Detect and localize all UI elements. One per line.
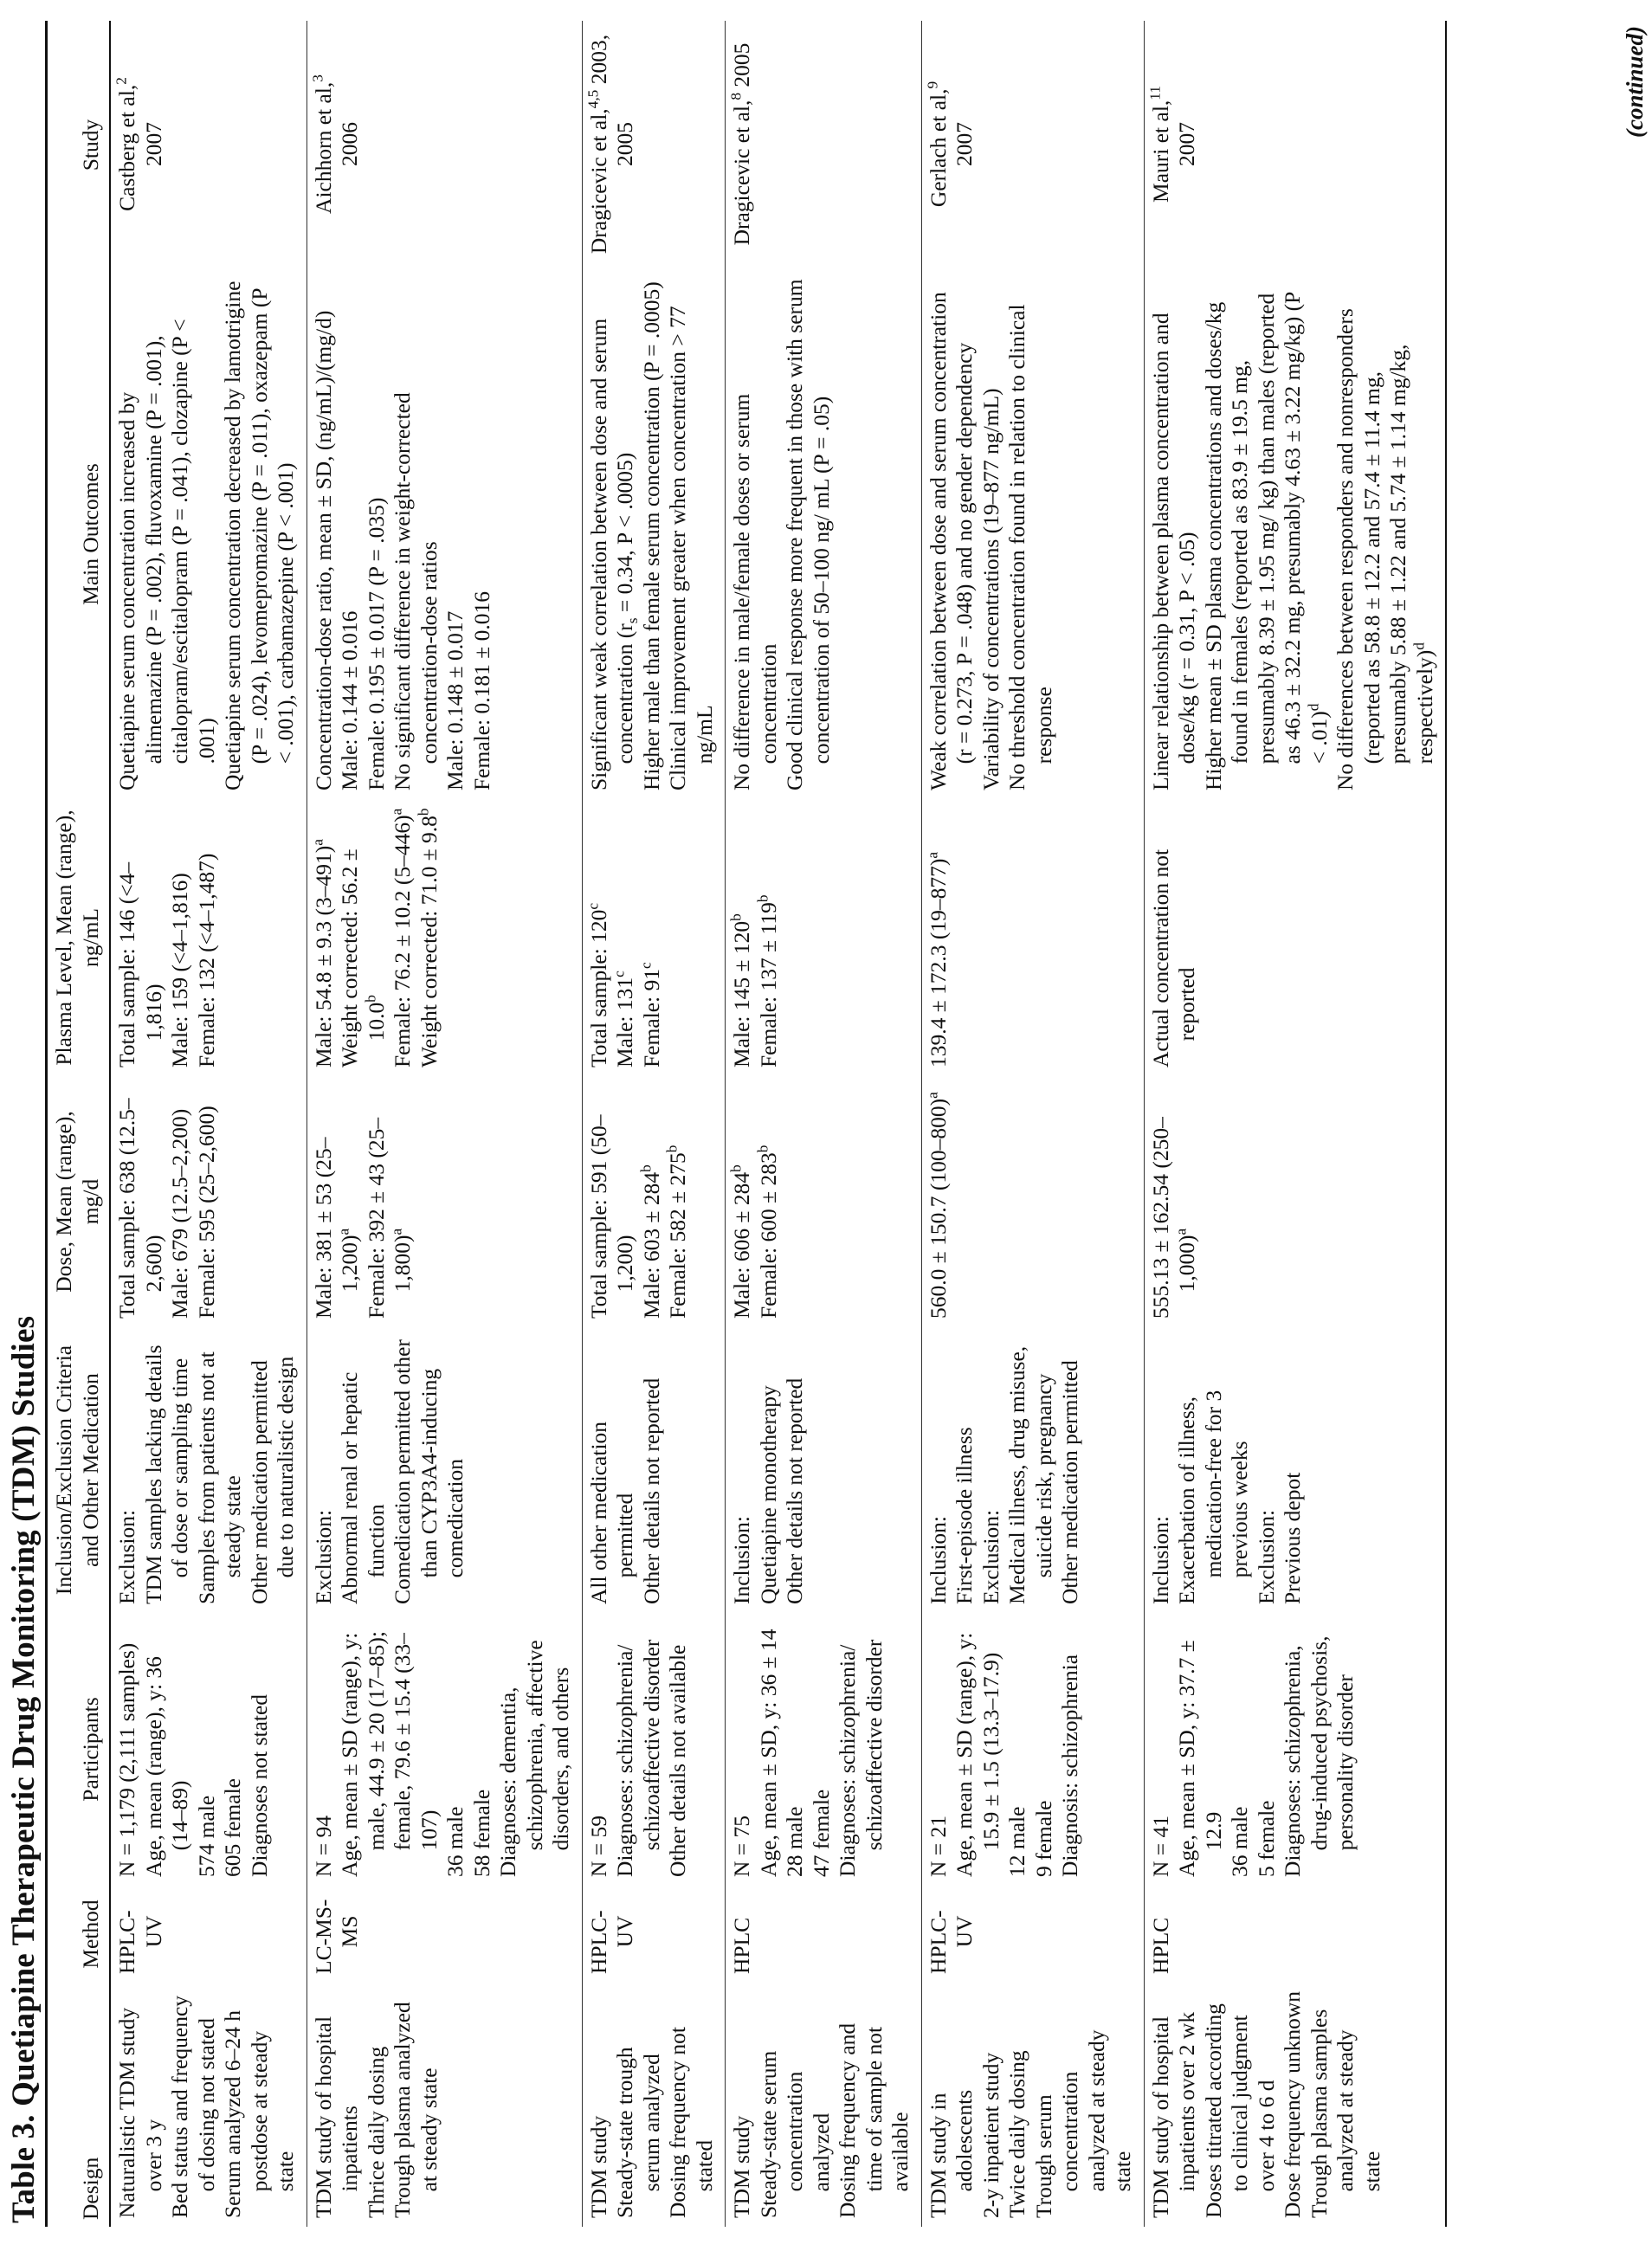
cell-criteria [921, 1327, 1144, 1613]
cell-line: Exclusion: [310, 1509, 336, 1604]
cell-line: Other details not reported [638, 1377, 664, 1604]
cell-line: Steady-state serum concentration analyzed [755, 2050, 834, 2218]
cell-design [110, 1983, 307, 2227]
cell-line: Linear relationship between plasma concentration and dose/kg (r = 0.31, P < .05) [1147, 313, 1199, 790]
cell-line: Male: 0.144 ± 0.016 [337, 610, 362, 790]
cell-dose [921, 1076, 1144, 1327]
tdm-studies-table [45, 21, 1447, 2227]
cell-method [582, 1886, 726, 1983]
cell-line: Gerlach et al,$^9$ [924, 81, 951, 208]
cell-line: 58 female [468, 1789, 494, 1877]
cell-line: 36 male [1227, 1806, 1252, 1877]
cell-line: Exclusion: [978, 1509, 1003, 1604]
cell-line: 5 female [1253, 1800, 1279, 1877]
cell-line: Mauri et al,$^{11}$ [1146, 86, 1173, 203]
header-outcomes: Main Outcomes [77, 463, 103, 605]
cell-line: 12 male [1004, 1806, 1029, 1877]
cell-line: N = 94 [310, 1815, 336, 1877]
cell-study [726, 21, 922, 269]
cell-dose [307, 1076, 582, 1327]
cell-line: TDM study of hospital inpatients over 2 wk [1147, 2011, 1199, 2218]
cell-line: TDM samples lacking details of dose or sampling time [140, 1345, 192, 1604]
cell-outcomes [307, 269, 582, 799]
cell-method [110, 1886, 307, 1983]
cell-plasma [110, 799, 307, 1076]
cell-design [307, 1983, 582, 2227]
cell-dose [726, 1076, 922, 1327]
cell-dose [110, 1076, 307, 1327]
cell-line: Aichhorn et al,$^3$ [309, 74, 336, 214]
cell-line: Female: $582 \pm 275^b$ [663, 1145, 690, 1319]
cell-line: Dragicevic et al,$^{4,5}$ 2003, 2005 [584, 34, 637, 255]
cell-line: Total sample: 638 (12.5–2,600) [114, 1098, 166, 1319]
cell-line: Male: 0.148 ± 0.017 [442, 610, 468, 790]
cell-line: Actual concentration not reported [1147, 848, 1199, 1067]
cell-line: Female: 392 ± 43 $(25-1,800)^a$ [363, 1117, 415, 1319]
cell-line: Exclusion: [1253, 1509, 1279, 1604]
cell-design [726, 1983, 922, 2227]
cell-line: Diagnoses: schizophrenia/ schizoaffective disorder [612, 1639, 664, 1877]
cell-line: Naturalistic TDM study over 3 y [114, 2007, 166, 2218]
cell-line: Age, mean (range), y: 36 (14–89) [140, 1656, 192, 1877]
cell-line: Steady-state trough serum analyzed [612, 2047, 664, 2218]
table-row [1144, 21, 1446, 2227]
cell-line: Total sample: 591 (50–1,200) [585, 1114, 637, 1319]
cell-criteria [1144, 1327, 1446, 1613]
cell-line: 2007 [140, 122, 166, 166]
cell-line: Comedication permitted other than CYP3A4-inducing comedication [390, 1339, 468, 1604]
cell-line: 2-y inpatient study [978, 2052, 1003, 2218]
cell-line: 2007 [1174, 122, 1199, 166]
table-row [307, 21, 582, 2227]
cell-line: Female: $137 \pm 119^b$ [754, 894, 781, 1067]
cell-line: Female: $600 \pm 283^b$ [754, 1145, 781, 1319]
cell-line: Bed status and frequency of dosing not stated [167, 1995, 219, 2218]
cell-line: HPLC- UV [585, 1910, 637, 1974]
cell-line: Trough plasma samples analyzed at steady state [1306, 2009, 1384, 2218]
cell-line: Quetiapine serum concentration increased by alimemazine (P = .002), fluvoxamine (P = .001), citalopram/escitalopram (P = .041), clozapine (P < .001) [114, 319, 219, 790]
cell-line: 555.13 ± 162.54 $(250-1,000)^a$ [1147, 1117, 1199, 1319]
header-design: Design [77, 2157, 103, 2220]
continued-note: (continued) [1622, 26, 1648, 139]
cell-line: N = 41 [1147, 1815, 1173, 1877]
cell-line: TDM study of hospital inpatients [310, 2016, 362, 2218]
cell-line: Diagnoses not stated [246, 1693, 272, 1877]
table-row [726, 21, 922, 2227]
cell-line: Age, mean ± SD (range), y: male, 44.9 ± 20 (17–85); female, 79.6 ± 15.4 (33–107) [337, 1631, 442, 1877]
cell-line: Samples from patients not at steady state [193, 1351, 245, 1604]
table-body [110, 21, 1446, 2227]
cell-method [1144, 1886, 1446, 1983]
cell-study [110, 21, 307, 269]
cell-line: Female: 0.195 ± 0.017 (P = .035) [363, 497, 389, 790]
cell-plasma [307, 799, 582, 1076]
cell-line: Concentration-dose ratio, mean ± SD, (ng/mL)/(mg/d) [310, 310, 336, 790]
cell-line: Inclusion: [729, 1516, 754, 1604]
table-row [921, 21, 1144, 2227]
cell-line: Male: $603 \pm 284^b$ [637, 1164, 664, 1319]
cell-line: Diagnosis: schizophrenia [1057, 1654, 1082, 1877]
cell-line: 139.4 ± 172.3 $(19-877)^a$ [924, 851, 951, 1067]
cell-line: N = 59 [585, 1815, 611, 1877]
cell-study [1144, 21, 1446, 269]
cell-line: HPLC-UV [925, 1910, 977, 1974]
cell-line: Age, mean ± SD (range), y: 15.9 ± 1.5 (13.3–17.9) [952, 1632, 1003, 1877]
cell-line: Total sample: 120$^c$ [584, 902, 611, 1067]
cell-line: 2006 [337, 122, 362, 166]
cell-outcomes [582, 269, 726, 799]
cell-method [726, 1886, 922, 1983]
cell-line: Age, mean ± SD, y: 37.7 ± 12.9 [1174, 1640, 1226, 1877]
cell-line: Doses titrated according to clinical judgment over 4 to 6 d [1200, 2003, 1279, 2218]
cell-participants [921, 1613, 1144, 1886]
cell-line: Male: 54.8 ± 9.3 $(3-491)^a$ [309, 839, 336, 1067]
cell-outcomes [1144, 269, 1446, 799]
cell-dose [1144, 1076, 1446, 1327]
cell-line: Abnormal renal or hepatic function [337, 1371, 389, 1604]
cell-participants [307, 1613, 582, 1886]
cell-line: Dosing frequency and time of sample not available [835, 2022, 913, 2218]
cell-line: Medical illness, drug misuse, suicide risk, pregnancy [1004, 1345, 1056, 1604]
cell-line: 2007 [952, 122, 977, 166]
cell-line: Male: 679 (12.5–2,200) [167, 1108, 192, 1319]
cell-line: Previous depot [1280, 1472, 1305, 1604]
cell-line: 574 male [193, 1795, 219, 1877]
cell-line: Inclusion: [1147, 1516, 1173, 1604]
cell-line: Diagnoses: schizophrenia/ schizoaffective disorder [835, 1639, 887, 1877]
cell-line: TDM study [729, 2115, 754, 2218]
cell-line: No difference in male/female doses or serum concentration [729, 393, 781, 790]
cell-line: Male: 131$^c$ [610, 971, 637, 1067]
header-method: Method [77, 1899, 103, 1969]
cell-line: Thrice daily dosing [363, 2046, 389, 2218]
cell-design [1144, 1983, 1446, 2227]
cell-study [307, 21, 582, 269]
cell-design [582, 1983, 726, 2227]
cell-criteria [110, 1327, 307, 1613]
cell-criteria [726, 1327, 922, 1613]
cell-line: Male: 381 ± 53 $(25-1,200)^a$ [310, 1137, 362, 1319]
cell-line: Age, mean ± SD, y: 36 ± 14 [755, 1629, 781, 1877]
cell-study [921, 21, 1144, 269]
header-study: Study [77, 119, 103, 171]
cell-line: 9 female [1030, 1800, 1056, 1877]
cell-plasma [726, 799, 922, 1076]
cell-dose [582, 1076, 726, 1327]
cell-line: LC-MS-MS [310, 1899, 362, 1974]
cell-participants [726, 1613, 922, 1886]
cell-line: Male: $145 \pm 120^b$ [727, 913, 754, 1067]
cell-line: Female: 76.2 ± 10.2 $(5-446)^a$ [388, 808, 415, 1067]
cell-line: Other details not available [665, 1644, 690, 1877]
cell-line: N = 75 [729, 1815, 754, 1877]
cell-method [921, 1886, 1144, 1983]
cell-participants [1144, 1613, 1446, 1886]
cell-participants [110, 1613, 307, 1886]
cell-line: Clinical improvement greater when concentration > 77 ng/mL [665, 306, 717, 790]
cell-line: Male: $606 \pm 284^b$ [727, 1164, 754, 1319]
cell-design [921, 1983, 1144, 2227]
cell-plasma [1144, 799, 1446, 1076]
cell-line: Inclusion: [925, 1516, 951, 1604]
header-criteria: Inclusion/Exclusion Criteria and Other Medication [51, 1345, 103, 1596]
cell-line: First-episode illness [952, 1427, 977, 1604]
cell-line: TDM study [585, 2115, 611, 2218]
cell-line: N = 1,179 (2,111 samples) [114, 1642, 139, 1877]
cell-line: 605 female [220, 1778, 245, 1877]
cell-line: Weak correlation between dose and serum concentration (r = 0.273, P = .048) and no gender dependency [925, 292, 977, 790]
cell-line: Castberg et al,$^2$ [113, 77, 139, 211]
cell-study [582, 21, 726, 269]
cell-line: No significant difference in weight-corrected concentration-dose ratios [390, 392, 442, 790]
cell-line: Weight corrected: 56.2 ± 10.0$^b$ [337, 848, 389, 1067]
cell-criteria [582, 1327, 726, 1613]
header-plasma: Plasma Level, Mean (range), ng/mL [51, 809, 103, 1066]
cell-line: Quetiapine monotherapy [755, 1385, 781, 1604]
cell-outcomes [726, 269, 922, 799]
table-row [582, 21, 726, 2227]
cell-line: Total sample: 146 (<4–1,816) [114, 861, 166, 1067]
cell-line: 36 male [442, 1806, 468, 1877]
cell-line: Female: 595 (25–2,600) [193, 1106, 219, 1319]
cell-line: HPLC [1147, 1917, 1173, 1974]
table-row [110, 21, 307, 2227]
cell-participants [582, 1613, 726, 1886]
cell-line: Trough plasma analyzed at steady state [390, 2002, 442, 2218]
cell-line: HPLC- UV [114, 1910, 166, 1974]
cell-line: No differences between responders and nonresponders (reported as 58.8 ± 12.2 and 57.4 ± 11.4 mg, presumably 5.88 ± 1.22 and 5.74 ± 1.14 mg/kg, respectively)$^d$ [1333, 308, 1437, 790]
cell-line: Significant weak correlation between dose and serum concentration ($r_s = 0.34$, P < .0005) [585, 318, 642, 790]
cell-line: Other medication permitted due to naturalistic design [246, 1356, 298, 1604]
cell-line: Male: 159 (<4–1,816) [167, 873, 192, 1067]
cell-line: Diagnoses: dementia, schizophrenia, affective disorders, and others [495, 1640, 573, 1877]
table-title: Table 3. Quetiapine Therapeutic Drug Monitoring (TDM) Studies [6, 1315, 42, 2223]
cell-line: Other details not reported [782, 1377, 807, 1604]
cell-line: Good clinical response more frequent in those with serum concentration of 50–100 ng/ mL (P = .05) [782, 279, 834, 790]
cell-line: Diagnoses: schizophrenia, drug-induced psychosis, personality disorder [1280, 1635, 1358, 1877]
cell-outcomes [921, 269, 1144, 799]
cell-line: Exacerbation of illness, medication-free for 3 previous weeks [1174, 1390, 1252, 1604]
cell-plasma [582, 799, 726, 1076]
cell-outcomes [110, 269, 307, 799]
cell-line: Quetiapine serum concentration decreased by lamotrigine (P = .024), levomepromazine (P = .011), oxazepam (P < .001), carbamazepine (P < .001) [220, 281, 298, 790]
cell-line: TDM study in adolescents [925, 2089, 977, 2218]
cell-plasma [921, 799, 1144, 1076]
cell-line: Dose frequency unknown [1280, 1990, 1305, 2218]
cell-criteria [307, 1327, 582, 1613]
cell-line: Trough serum concentration analyzed at steady state [1030, 2029, 1135, 2218]
cell-line: 47 female [808, 1789, 834, 1877]
header-row [47, 21, 111, 2227]
cell-line: Serum analyzed 6–24 h postdose at steady state [220, 2009, 298, 2218]
cell-line: 560.0 ± 150.7 $(100-800)^a$ [924, 1092, 951, 1319]
cell-line: Exclusion: [114, 1509, 139, 1604]
cell-line: Weight corrected: 71.0 ± 9.8$^b$ [415, 808, 442, 1067]
cell-line: 28 male [782, 1806, 807, 1877]
header-participants: Participants [77, 1697, 103, 1802]
cell-line: No threshold concentration found in relation to clinical response [1004, 304, 1056, 790]
cell-line: Higher mean ± SD plasma concentrations and doses/kg found in females (reported as 83.9 ± 19.5 mg, presumably 8.39 ± 1.95 mg/ kg) than males (reported as 46.3 ± 32.2 mg, presumably 4.63 ± 3.22 mg/kg) (P < .01)$^d$ [1200, 292, 1332, 790]
cell-line: Dragicevic et al,$^8$ 2005 [727, 42, 754, 246]
cell-line: Dosing frequency not stated [665, 2027, 717, 2218]
cell-line: Female: 91$^c$ [637, 962, 664, 1067]
cell-line: N = 21 [925, 1815, 951, 1877]
cell-line: Variability of concentrations (19–877 ng/mL) [978, 388, 1003, 790]
header-dose: Dose, Mean (range), mg/d [51, 1111, 103, 1293]
cell-line: Other medication permitted [1057, 1360, 1082, 1604]
cell-line: All other medication permitted [585, 1421, 637, 1604]
cell-method [307, 1886, 582, 1983]
cell-line: HPLC [729, 1917, 754, 1974]
cell-line: Female: 0.181 ± 0.016 [468, 590, 494, 790]
cell-line: Higher male than female serum concentration (P = .0005) [638, 281, 664, 790]
cell-line: Female: 132 (<4–1,487) [193, 853, 219, 1067]
cell-line: Twice daily dosing [1004, 2050, 1029, 2218]
